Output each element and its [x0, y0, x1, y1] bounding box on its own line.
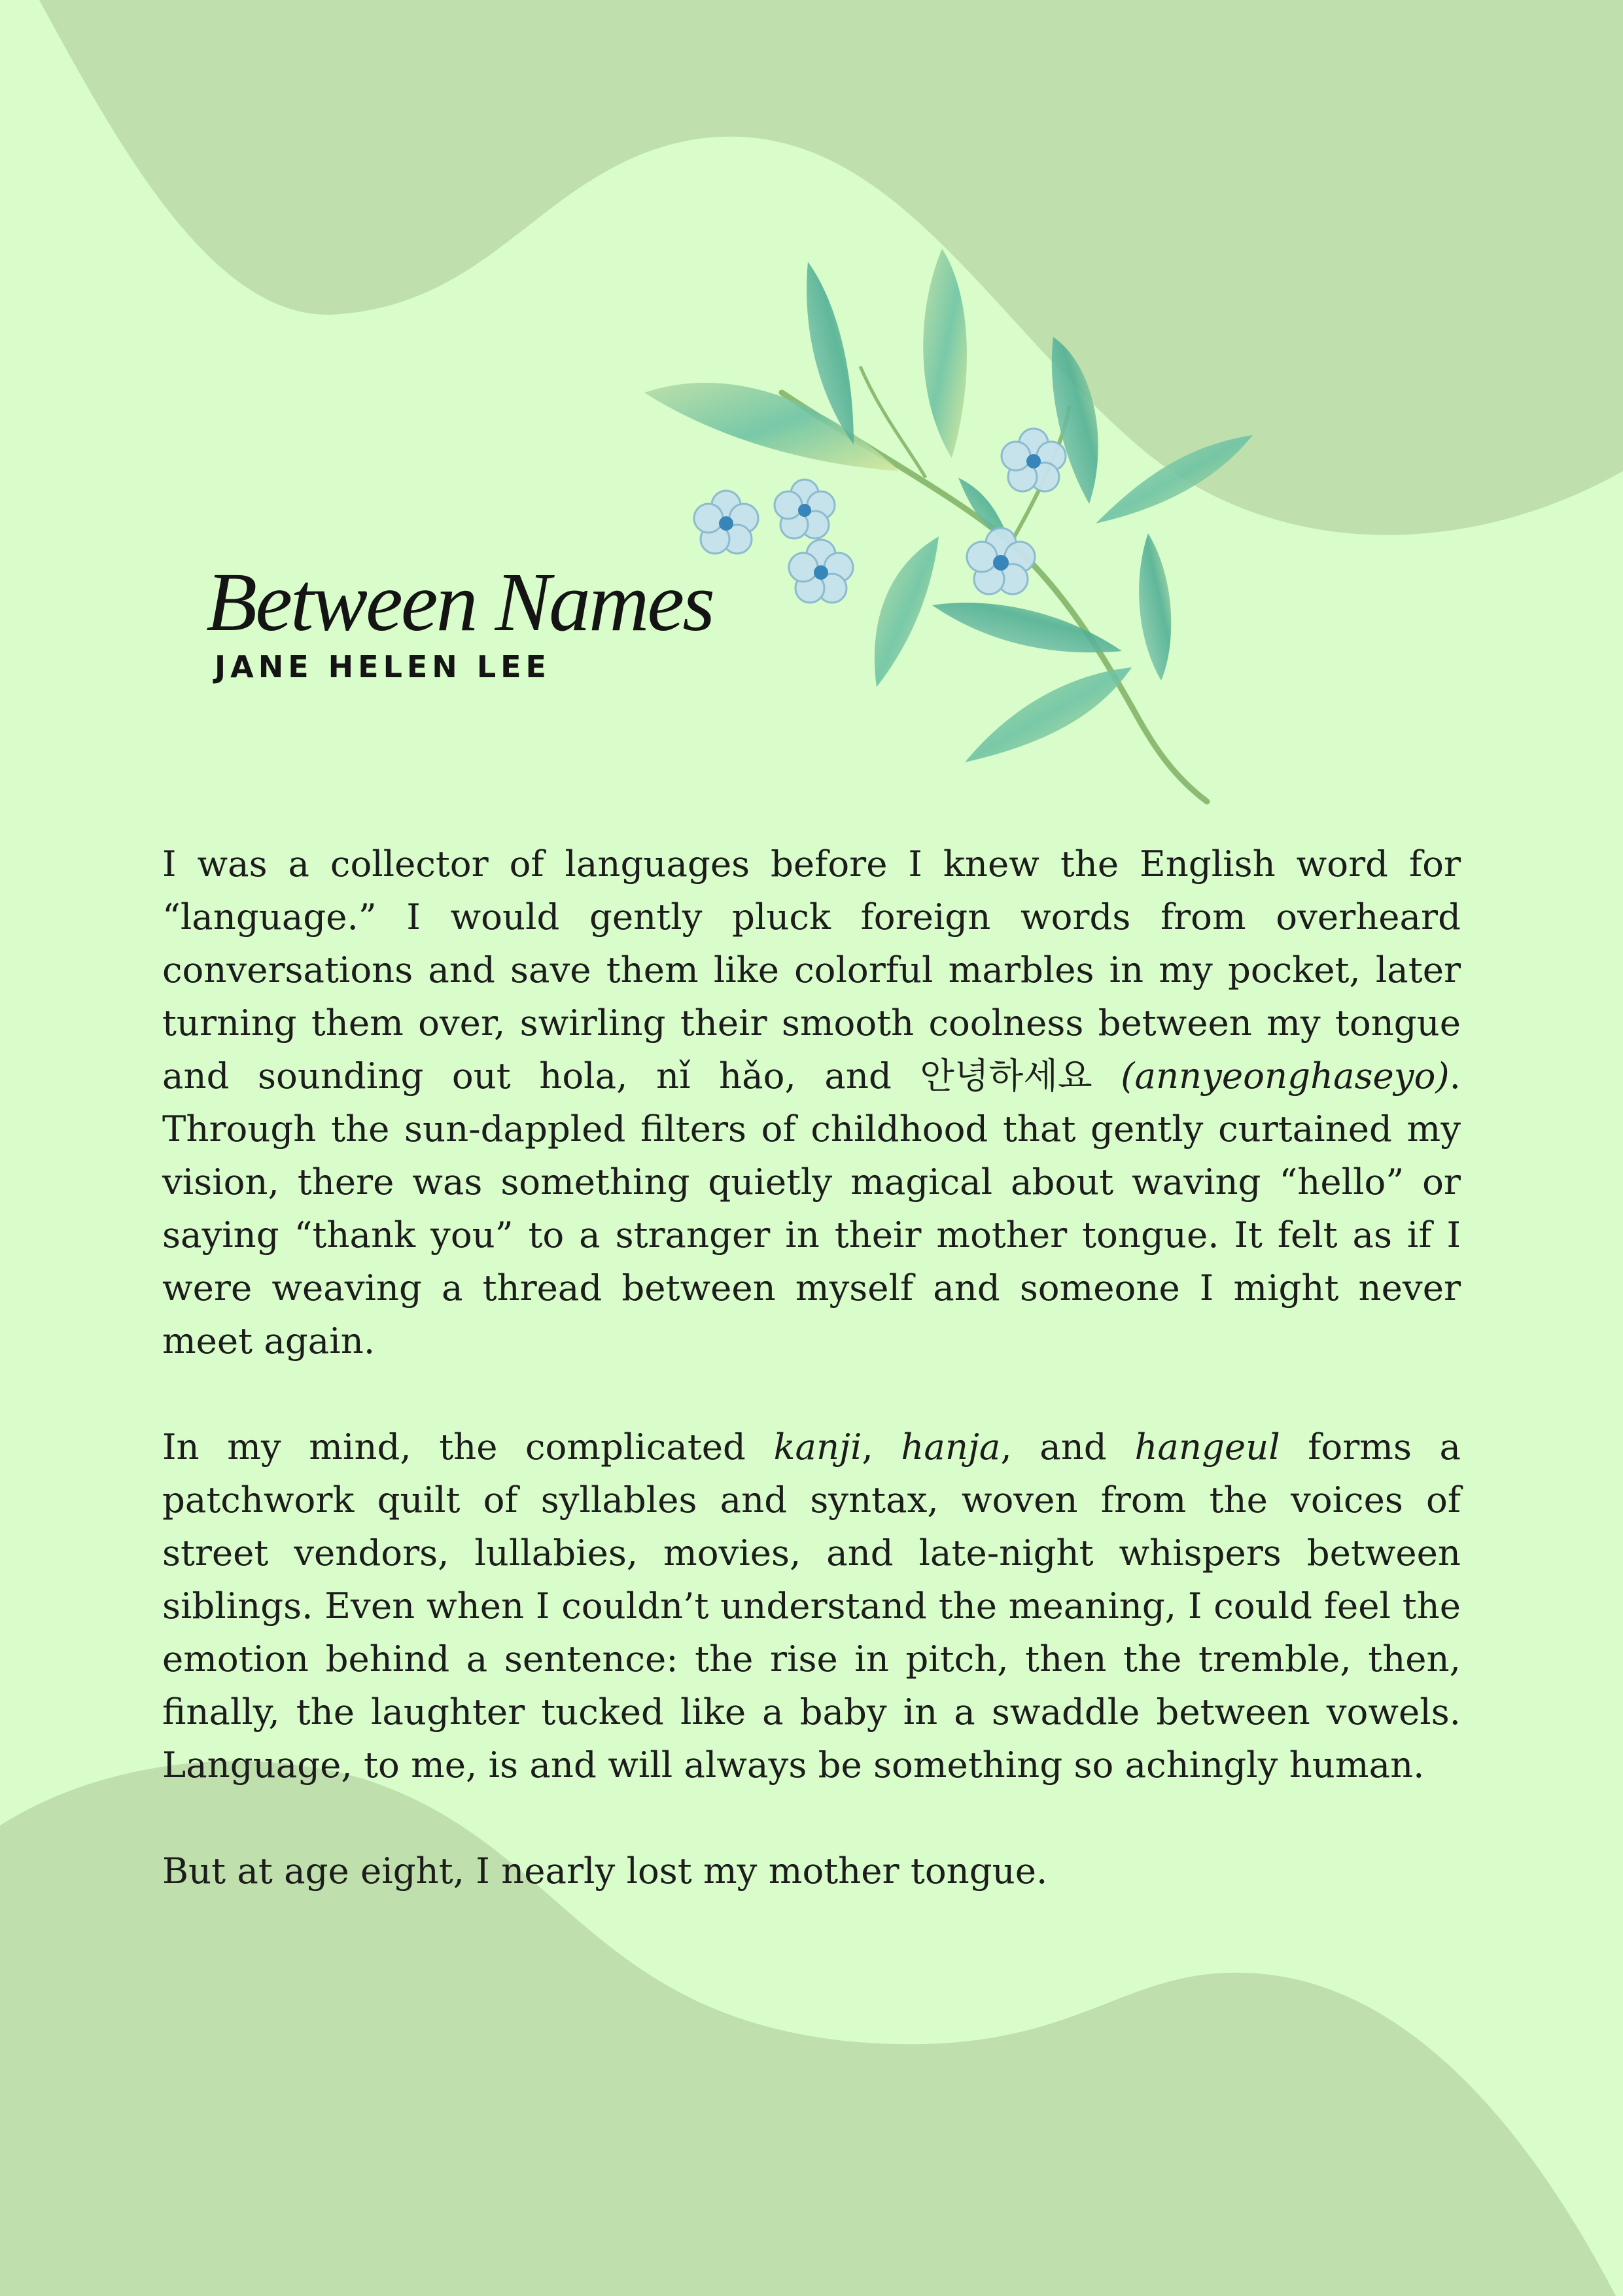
paragraph-3: But at age eight, I nearly lost my mother tongue. — [162, 1850, 1048, 1892]
term-kanji: kanji — [773, 1426, 862, 1468]
term-hanja: hanja — [901, 1426, 1001, 1468]
paragraph-2-conjunction: , and — [1000, 1426, 1135, 1468]
paragraph-2-separator: , — [862, 1426, 901, 1468]
paragraph-1-text: I was a collector of languages before I knew the English word for “language.” I would gently pluck foreign words from overheard conversations and save them like colorful marbles in my pocket, later turning them over, swirling their smooth coolness between my tongue and sounding out hola, nǐ hǎo, and 안녕하세요 — [162, 843, 1461, 1097]
watercolor-branch-with-blue-flowers-icon — [644, 249, 1266, 811]
paragraph-2 — [162, 1421, 1461, 1792]
author-name: JANE HELEN LEE — [215, 649, 551, 684]
paragraph-1 — [162, 838, 1461, 1368]
paragraph-1-text-continued: . Through the sun-dappled filters of childhood that gently curtained my vision, there was something quietly magical about waving “hello” or saying “thank you” to a stranger in their mother tongue. It felt as if I were weaving a thread between myself and someone I might never meet again. — [162, 1055, 1461, 1362]
romanization: (annyeonghaseyo) — [1121, 1055, 1450, 1097]
paragraph-2-text: In my mind, the complicated — [162, 1426, 774, 1468]
term-hangeul: hangeul — [1134, 1426, 1280, 1468]
paragraph-2-text-continued: forms a patchwork quilt of syllables and syntax, woven from the voices of street vendors, lullabies, movies, and late-night whispers between siblings. Even when I couldn’t understand the meaning, I could feel the emotion behind a sentence: the rise in pitch, then the tremble, then, finally, the laughter tucked like a baby in a swaddle between vowels. Language, to me, is and will always be something so achingly human. — [162, 1426, 1461, 1786]
essay-title: Between Names — [206, 556, 713, 648]
essay-body — [162, 838, 1461, 1951]
